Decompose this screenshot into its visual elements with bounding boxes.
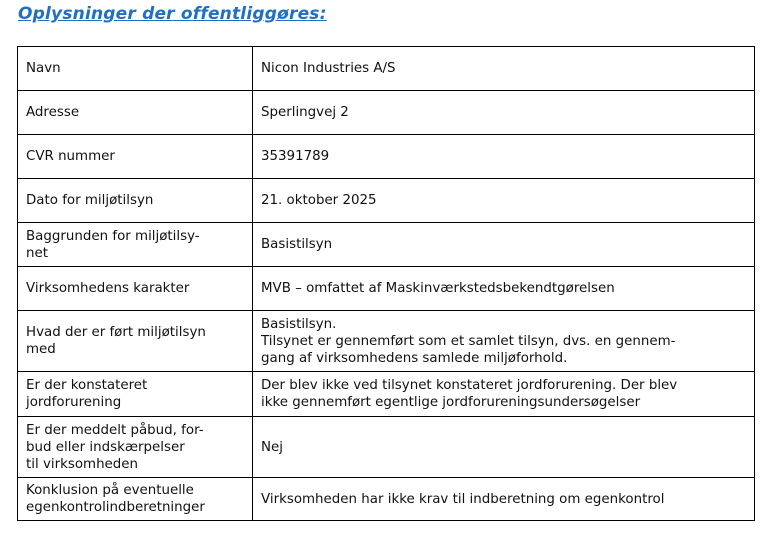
- row-value: Nicon Industries A/S: [253, 47, 755, 91]
- table-row: [18, 267, 755, 311]
- row-value: Nej: [253, 417, 755, 478]
- table-row: [18, 372, 755, 417]
- row-label: Navn: [18, 47, 253, 91]
- section-heading: Oplysninger der offentliggøres:: [18, 4, 327, 24]
- table-row: [18, 135, 755, 179]
- row-label: Er der meddelt påbud, for- bud eller indskærpelser til virksomheden: [18, 417, 253, 478]
- table-row: [18, 223, 755, 267]
- row-value: 21. oktober 2025: [253, 179, 755, 223]
- row-value: Virksomheden har ikke krav til indberetning om egenkontrol: [253, 478, 755, 521]
- row-label: Virksomhedens karakter: [18, 267, 253, 311]
- table-row: [18, 311, 755, 372]
- row-value: Basistilsyn: [253, 223, 755, 267]
- row-label: CVR nummer: [18, 135, 253, 179]
- table-row: [18, 47, 755, 91]
- table-row: [18, 91, 755, 135]
- row-value: MVB – omfattet af Maskinværkstedsbekendtgørelsen: [253, 267, 755, 311]
- row-label: Konklusion på eventuelle egenkontrolindberetninger: [18, 478, 253, 521]
- row-label: Baggrunden for miljøtilsy- net: [18, 223, 253, 267]
- table-row: [18, 417, 755, 478]
- info-table: [17, 46, 755, 521]
- row-value: Sperlingvej 2: [253, 91, 755, 135]
- row-value: Der blev ikke ved tilsynet konstateret jordforurening. Der blev ikke gennemført egentlige jordforureningsundersøgelser: [253, 372, 755, 417]
- row-label: Dato for miljøtilsyn: [18, 179, 253, 223]
- row-label: Er der konstateret jordforurening: [18, 372, 253, 417]
- row-value: 35391789: [253, 135, 755, 179]
- row-value: Basistilsyn. Tilsynet er gennemført som et samlet tilsyn, dvs. en gennem- gang af virksomhedens samlede miljøforhold.: [253, 311, 755, 372]
- table-row: [18, 179, 755, 223]
- table-row: [18, 478, 755, 521]
- row-label: Hvad der er ført miljøtilsyn med: [18, 311, 253, 372]
- row-label: Adresse: [18, 91, 253, 135]
